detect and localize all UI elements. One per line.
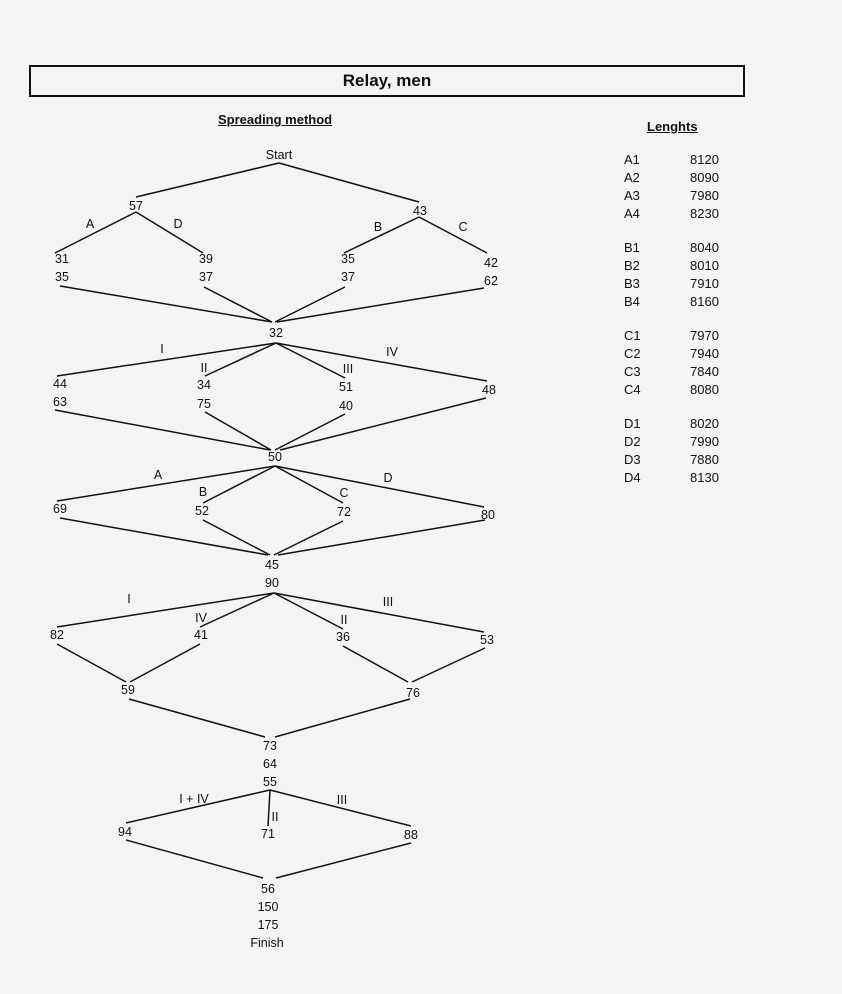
length-value: 7990 — [690, 434, 719, 449]
node-35-b: 35 — [341, 252, 355, 266]
start-label: Start — [265, 148, 293, 162]
length-value: 7910 — [690, 276, 719, 291]
node-72: 72 — [337, 505, 351, 519]
node-42: 42 — [484, 256, 498, 270]
length-code: A3 — [624, 188, 640, 203]
node-62: 62 — [484, 274, 498, 288]
node-40: 40 — [339, 399, 353, 413]
node-55: 55 — [263, 775, 277, 789]
node-52: 52 — [195, 504, 209, 518]
diagram-heading: Spreading method — [218, 112, 333, 127]
length-code: D4 — [624, 470, 641, 485]
branch-label-d: D — [173, 217, 183, 231]
node-37-a: 37 — [199, 270, 213, 284]
length-value: 8120 — [690, 152, 719, 167]
leg-label-1-i: I — [160, 342, 164, 356]
node-36: 36 — [336, 630, 350, 644]
finish-label: Finish — [250, 936, 284, 950]
leg-label-3-iii: III — [382, 595, 394, 609]
leg-label-4-i-iv: I + IV — [179, 792, 209, 806]
length-value: 8040 — [690, 240, 719, 255]
length-code: B3 — [624, 276, 640, 291]
leg-label-3-ii: II — [340, 613, 348, 627]
branch-label-2-b: B — [198, 485, 208, 499]
node-35-a: 35 — [55, 270, 69, 284]
node-37-b: 37 — [341, 270, 355, 284]
length-value: 8130 — [690, 470, 719, 485]
length-value: 8010 — [690, 258, 719, 273]
length-code: C1 — [624, 328, 641, 343]
node-48: 48 — [482, 383, 496, 397]
lengths-heading: Lenghts — [647, 119, 698, 134]
node-53: 53 — [480, 633, 494, 647]
length-code: C4 — [624, 382, 641, 397]
length-value: 7940 — [690, 346, 719, 361]
leg-label-1-iv: IV — [386, 345, 398, 359]
length-code: B1 — [624, 240, 640, 255]
length-value: 8020 — [690, 416, 719, 431]
leg-label-4-ii: II — [271, 810, 279, 824]
node-labels — [50, 148, 498, 950]
branch-label-2-d: D — [383, 471, 393, 485]
node-88: 88 — [404, 828, 418, 842]
node-76: 76 — [406, 686, 420, 700]
leg-label-1-iii: III — [342, 362, 354, 376]
node-57: 57 — [129, 199, 143, 213]
length-code: A4 — [624, 206, 640, 221]
node-51: 51 — [339, 380, 353, 394]
node-44: 44 — [53, 377, 67, 391]
node-75: 75 — [197, 397, 211, 411]
node-90: 90 — [265, 576, 279, 590]
node-31: 31 — [55, 252, 69, 266]
length-value: 8080 — [690, 382, 719, 397]
node-34: 34 — [197, 378, 211, 392]
leg-label-1-ii: II — [200, 361, 208, 375]
node-94: 94 — [118, 825, 132, 839]
length-code: D2 — [624, 434, 641, 449]
node-32: 32 — [269, 326, 283, 340]
length-value: 8160 — [690, 294, 719, 309]
length-code: A1 — [624, 152, 640, 167]
length-code: D1 — [624, 416, 641, 431]
leg-label-3-i: I — [127, 592, 131, 606]
length-code: B4 — [624, 294, 640, 309]
length-value: 7840 — [690, 364, 719, 379]
node-41: 41 — [194, 628, 208, 642]
leg-label-3-iv: IV — [195, 611, 207, 625]
node-43: 43 — [413, 204, 427, 218]
length-code: A2 — [624, 170, 640, 185]
length-code: D3 — [624, 452, 641, 467]
node-45: 45 — [265, 558, 279, 572]
node-50: 50 — [268, 450, 282, 464]
branch-label-2-c: C — [339, 486, 349, 500]
node-69: 69 — [53, 502, 67, 516]
branch-label-c: C — [458, 220, 468, 234]
length-value: 7880 — [690, 452, 719, 467]
page-title: Relay, men — [342, 71, 432, 90]
length-value: 8230 — [690, 206, 719, 221]
node-64: 64 — [263, 757, 277, 771]
node-71: 71 — [261, 827, 275, 841]
length-code: C3 — [624, 364, 641, 379]
node-150: 150 — [257, 900, 279, 914]
node-63: 63 — [53, 395, 67, 409]
node-59: 59 — [121, 683, 135, 697]
leg-label-4-iii: III — [336, 793, 348, 807]
node-56: 56 — [261, 882, 275, 896]
node-80: 80 — [481, 508, 495, 522]
length-value: 7980 — [690, 188, 719, 203]
node-175: 175 — [257, 918, 279, 932]
branch-label-2-a: A — [153, 468, 163, 482]
branch-label-b: B — [373, 220, 383, 234]
length-value: 7970 — [690, 328, 719, 343]
node-82: 82 — [50, 628, 64, 642]
node-39: 39 — [199, 252, 213, 266]
branch-label-a: A — [85, 217, 95, 231]
node-73: 73 — [263, 739, 277, 753]
length-code: C2 — [624, 346, 641, 361]
length-value: 8090 — [690, 170, 719, 185]
length-code: B2 — [624, 258, 640, 273]
